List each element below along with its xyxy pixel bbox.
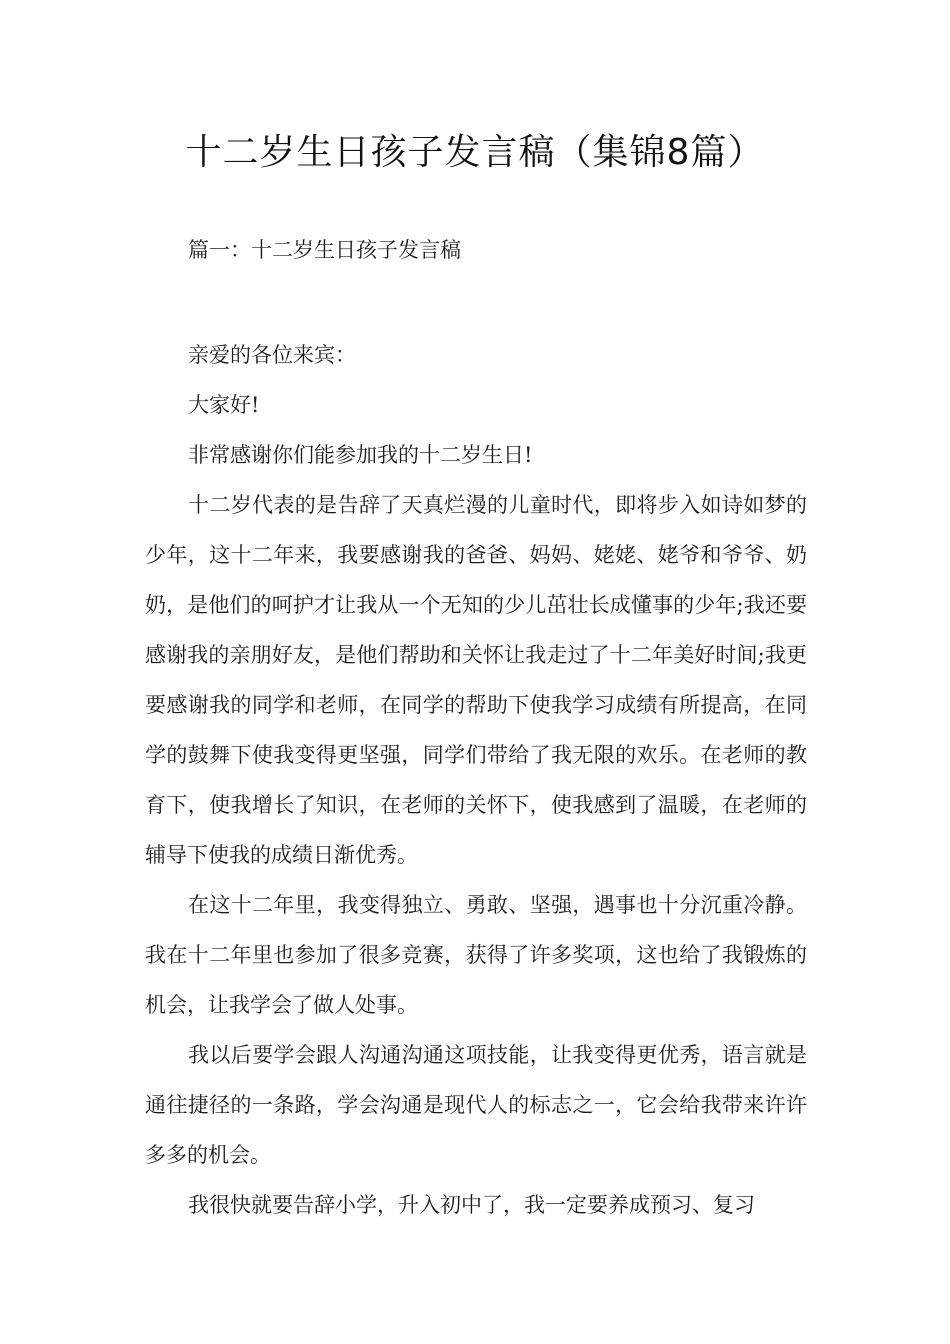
greeting-paragraph: 亲爱的各位来宾：: [188, 343, 356, 367]
document-title: 十二岁生日孩子发言稿（集锦8篇）: [185, 132, 765, 173]
section-heading: 篇一：十二岁生日孩子发言稿: [188, 238, 461, 262]
body-paragraph: 我以后要学会跟人沟通沟通这项技能，让我变得更优秀，语言就是通往捷径的一条路，学会沟通是现代人的标志之一，它会给我带来许许多多的机会。: [145, 1043, 807, 1167]
body-paragraph: 十二岁代表的是告辞了天真烂漫的儿童时代，即将步入如诗如梦的少年，这十二年来，我要感谢我的爸爸、妈妈、姥姥、姥爷和爷爷、奶奶，是他们的呵护才让我从一个无知的少儿茁壮长成懂事的少年;我还要感谢我的亲朋好友，是他们帮助和关怀让我走过了十二年美好时间;我更要感谢我的同学和老师，在同学的帮助下使我学习成绩有所提高，在同学的鼓舞下使我变得更坚强，同学们带给了我无限的欢乐。在老师的教育下，使我增长了知识，在老师的关怀下，使我感到了温暖，在老师的辅导下使我的成绩日渐优秀。: [145, 493, 807, 867]
body-paragraph: 我很快就要告辞小学，升入初中了，我一定要养成预习、复习: [188, 1193, 755, 1217]
body-paragraph: 在这十二年里，我变得独立、勇敢、坚强，遇事也十分沉重冷静。我在十二年里也参加了很多竞赛，获得了许多奖项，这也给了我锻炼的机会，让我学会了做人处事。: [145, 893, 807, 1017]
document-body: [145, 330, 807, 1230]
thanks-paragraph: 非常感谢你们能参加我的十二岁生日!: [188, 443, 533, 467]
salutation-paragraph: 大家好!: [188, 393, 260, 417]
